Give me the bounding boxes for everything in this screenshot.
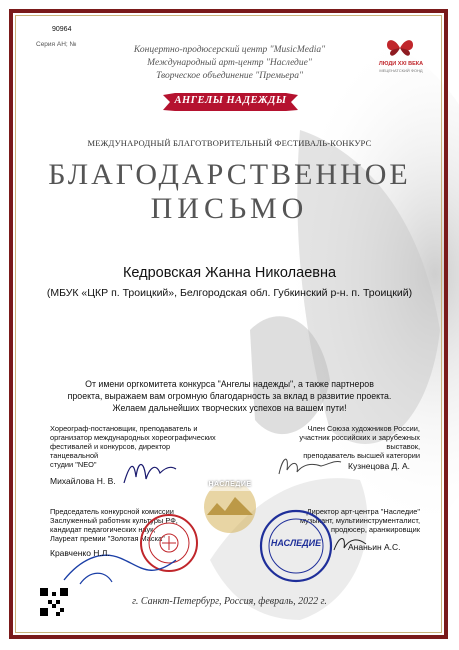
organizer-3: Творческое объединение "Премьера" bbox=[156, 71, 303, 81]
center-logo-text: НАСЛЕДИЕ bbox=[208, 481, 252, 488]
festival-title: МЕЖДУНАРОДНЫЙ БЛАГОТВОРИТЕЛЬНЫЙ ФЕСТИВАЛЬ-КОНКУРС bbox=[87, 138, 372, 148]
footer-location-date: г. Санкт-Петербург, Россия, февраль, 2022 г. bbox=[132, 596, 327, 607]
signer-3-desc-line: Лауреат премии "Золотая Маска" bbox=[50, 534, 165, 543]
signer-1-desc-line: Хореограф-постановщик, преподаватель и bbox=[50, 424, 198, 433]
certificate-number: 90964 bbox=[52, 26, 72, 33]
signer-3-desc-line: Заслуженный работник культуры РФ, bbox=[50, 516, 178, 525]
signature-2 bbox=[275, 450, 345, 480]
signer-4-desc-line: продюсер, аранжировщик bbox=[330, 525, 420, 534]
stamp-text: НАСЛЕДИЕ bbox=[270, 538, 322, 548]
signer-4-name: Ананьин А.С. bbox=[348, 542, 401, 552]
festival-banner bbox=[163, 91, 298, 113]
signer-3-name: Кравченко Н.Л. bbox=[50, 548, 110, 558]
message-text bbox=[0, 378, 459, 414]
signer-2-desc-line: Член Союза художников России, bbox=[307, 424, 420, 433]
signer-4-desc-line: музыкант, мультиинструменталист, bbox=[300, 516, 420, 525]
title-line-1: БЛАГОДАРСТВЕННОЕ bbox=[48, 158, 411, 191]
banner-text: АНГЕЛЫ НАДЕЖДЫ bbox=[174, 95, 287, 106]
signer-1-desc-line: фестивалей и конкурсов, директор танцевальной bbox=[50, 442, 171, 460]
signer-2-desc-line: участник российских и зарубежных выставок, bbox=[299, 433, 420, 451]
organizer-2: Международный арт-центр "Наследие" bbox=[147, 58, 312, 68]
organizer-1: Концертно-продюсерский центр "MusicMedia" bbox=[133, 45, 326, 55]
message-line-1: От имени оргкомитета конкурса "Ангелы надежды", а также партнеров bbox=[85, 379, 374, 389]
signer-1-desc-line: организатор международных хореографических bbox=[50, 433, 216, 442]
title-line-2: ПИСЬМО bbox=[150, 192, 309, 225]
signer-2-name: Кузнецова Д. А. bbox=[348, 461, 411, 471]
signer-4-desc-line: Директор арт-центра "Наследие" bbox=[306, 507, 420, 516]
logo-subtitle: МЕЦЕНАТСКИЙ ФОНД bbox=[379, 68, 423, 73]
series-label: Серия АН; № bbox=[36, 41, 77, 48]
message-line-2: проекта, выражаем вам огромную благодарность за вклад в развитие проекта. bbox=[67, 391, 392, 401]
signer-1-name: Михайлова Н. В. bbox=[50, 476, 116, 486]
butterfly-logo-icon bbox=[385, 36, 415, 60]
recipient-name: Кедровская Жанна Николаевна bbox=[122, 265, 337, 281]
signer-3-desc-line: кандидат педагогических наук, bbox=[50, 525, 156, 534]
signer-2-desc-line: преподаватель высшей категории bbox=[303, 451, 420, 460]
logo-text: ЛЮДИ XXI ВЕКА bbox=[378, 61, 424, 67]
recipient-organization: (МБУК «ЦКР п. Троицкий», Белгородская обл. Губкинский р-н. п. Троицкий) bbox=[46, 287, 413, 299]
signer-3-desc-line: Председатель конкурсной комиссии bbox=[50, 507, 174, 516]
message-line-3: Желаем дальнейших творческих успехов на вашем пути! bbox=[112, 403, 347, 413]
signer-1-desc-line: студии "NEO" bbox=[50, 460, 97, 469]
signature-1 bbox=[120, 455, 180, 490]
